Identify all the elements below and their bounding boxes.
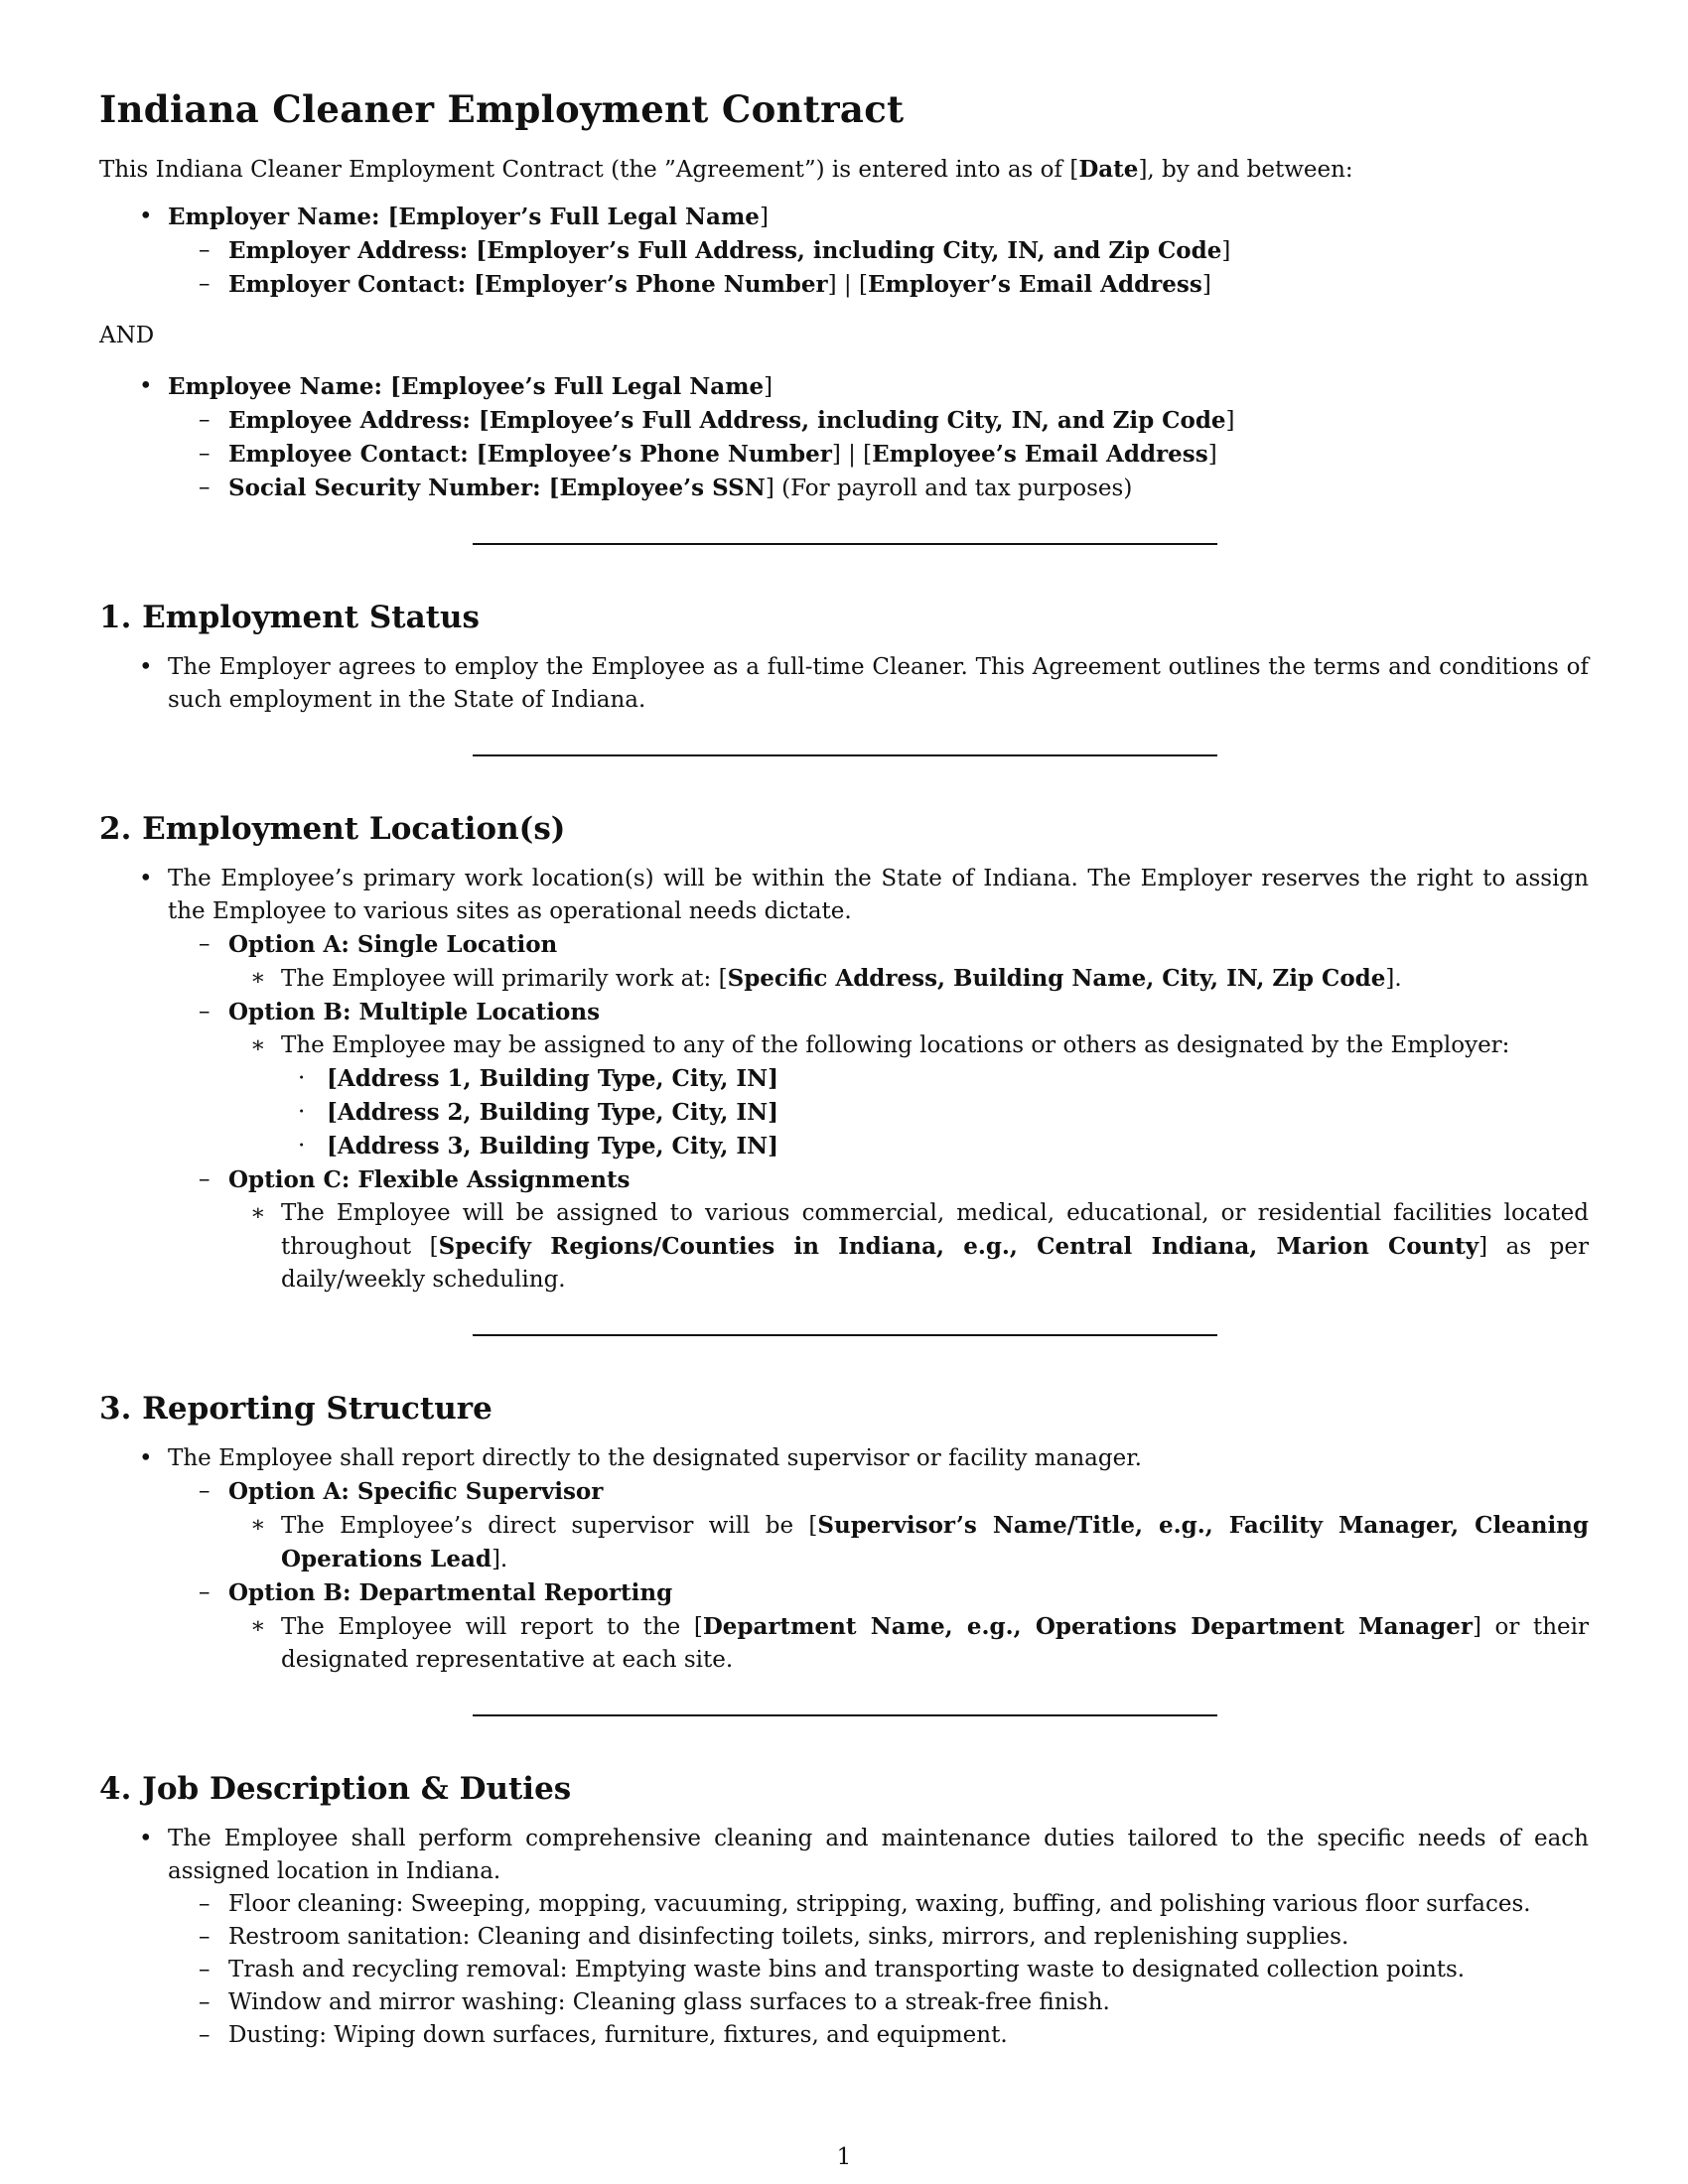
page-number: 1 (836, 2144, 852, 2170)
employee-address-item: – Employee Address: [Employee’s Full Address, including City, IN, and Zip Code] (199, 407, 1235, 434)
employer-address-item: – Employer Address: [Employer’s Full Address, including City, IN, and Zip Code] (199, 237, 1231, 264)
intro-paragraph: This Indiana Cleaner Employment Contract (the ”Agreement”) is entered into as of [Date], by and between: (99, 156, 1353, 183)
employer-contact-item: – Employer Contact: [Employer’s Phone Number] | [Employer’s Email Address] (199, 271, 1211, 298)
option-b-text: ∗ The Employee will report to the [Department Name, e.g., Operations Department Manager] or their designated representative at each site. (250, 1613, 1589, 1673)
section-reporting-structure (99, 1391, 1589, 1677)
section-heading: 3. Reporting Structure (99, 1391, 492, 1427)
address-item: · [Address 1, Building Type, City, IN] (298, 1065, 779, 1092)
section-heading: 1. Employment Status (99, 600, 481, 635)
document-title: Indiana Cleaner Employment Contract (99, 87, 905, 131)
employee-ssn-item: – Social Security Number: [Employee’s SSN] (For payroll and tax purposes) (199, 475, 1133, 501)
duty-item: – Window and mirror washing: Cleaning glass surfaces to a streak-free finish. (199, 1989, 1110, 2015)
duty-item: – Trash and recycling removal: Emptying waste bins and transporting waste to designated collection points. (199, 1957, 1466, 1982)
address-item: · [Address 3, Building Type, City, IN] (298, 1133, 779, 1160)
section-job-description (99, 1771, 1589, 2052)
employer-list (99, 201, 1589, 302)
divider (99, 543, 1589, 544)
divider (99, 1334, 1589, 1335)
option-b-text: ∗ The Employee may be assigned to any of the following locations or others as designated by the Employer: (250, 1032, 1510, 1058)
option-a-text: ∗ The Employee will primarily work at: [Specific Address, Building Name, City, IN, Zip Code]. (250, 965, 1402, 992)
list-item: • The Employer agrees to employ the Employee as a full-time Cleaner. This Agreement outlines the terms and conditions of such employment in the State of Indiana. (139, 654, 1589, 713)
employer-name-item: • Employer Name: [Employer’s Full Legal Name] (139, 204, 769, 230)
option-b-label: – Option B: Multiple Locations (199, 999, 601, 1025)
duty-item: – Restroom sanitation: Cleaning and disinfecting toilets, sinks, mirrors, and replenishing supplies. (199, 1924, 1349, 1950)
employee-contact-item: – Employee Contact: [Employee’s Phone Number] | [Employee’s Email Address] (199, 441, 1217, 468)
list-item: • The Employee shall perform comprehensive cleaning and maintenance duties tailored to the specific needs of each assigned location in Indiana. (139, 1826, 1589, 1884)
and-separator: AND (99, 323, 155, 348)
list-item: • The Employee’s primary work location(s) will be within the State of Indiana. The Employer reserves the right to assign the Employee to various sites as operational needs dictate. (139, 866, 1589, 924)
employee-name-item: • Employee Name: [Employee’s Full Legal Name] (139, 373, 774, 400)
option-c-text: ∗ The Employee will be assigned to various commercial, medical, educational, or residential facilities located throughout [Specify Regions/Counties in Indiana, e.g., Central Indiana, Marion County] as per daily/weekly scheduling. (250, 1200, 1589, 1293)
divider (99, 754, 1589, 755)
document-page (99, 87, 1589, 2052)
option-a-label: – Option A: Single Location (199, 931, 558, 958)
option-a-text: ∗ The Employee’s direct supervisor will be [Supervisor’s Name/Title, e.g., Facility Manager, Cleaning Operations Lead]. (250, 1512, 1589, 1572)
address-item: · [Address 2, Building Type, City, IN] (298, 1099, 779, 1126)
list-item: • The Employee shall report directly to the designated supervisor or facility manager. (139, 1445, 1142, 1471)
duty-item: – Floor cleaning: Sweeping, mopping, vacuuming, stripping, waxing, buffing, and polishing various floor surfaces. (199, 1891, 1531, 1917)
section-heading: 4. Job Description & Duties (99, 1771, 572, 1807)
section-employment-locations (99, 811, 1589, 1297)
employee-list (99, 370, 1589, 505)
option-b-label: – Option B: Departmental Reporting (199, 1579, 673, 1606)
section-heading: 2. Employment Location(s) (99, 811, 566, 847)
section-employment-status (99, 600, 1589, 717)
duty-item: – Dusting: Wiping down surfaces, furniture, fixtures, and equipment. (199, 2022, 1008, 2048)
option-a-label: – Option A: Specific Supervisor (199, 1478, 604, 1505)
option-c-label: – Option C: Flexible Assignments (199, 1166, 631, 1193)
divider (99, 1714, 1589, 1715)
